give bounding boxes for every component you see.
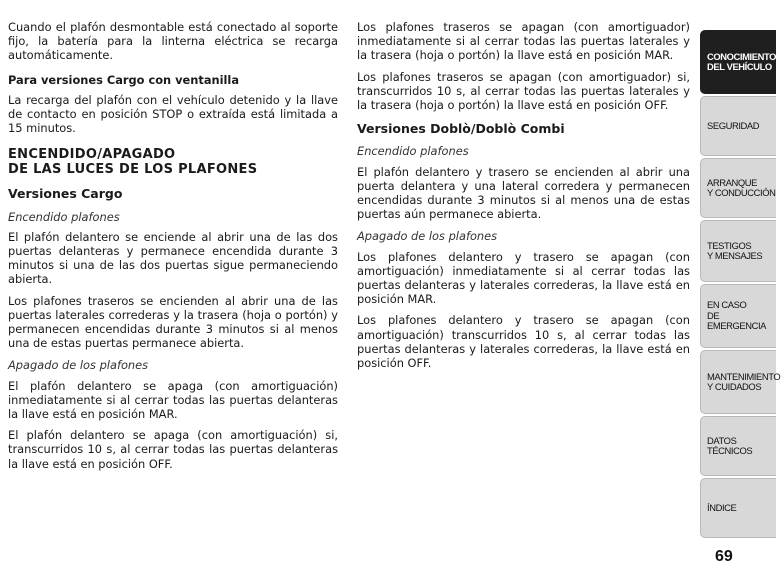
section-heading: Para versiones Cargo con ventanilla <box>8 72 240 87</box>
paragraph: El plafón delantero se apaga (con amortiguación) inmediatamente si al cerrar todas las puertas delanteras la llave está en posición MAR. <box>8 378 338 422</box>
main-heading-line-1: ENCENDIDO/APAGADO <box>8 147 176 163</box>
paragraph: El plafón delantero y trasero se encienden al abrir una puerta delantera y una lateral corredera y permanecen encendidas durante 3 minutos si al menos una de estas puertas aún permanece abierta. <box>357 164 690 222</box>
paragraph: El plafón delantero se apaga (con amortiguación) si, transcurridos 10 s, al cerrar todas las puertas delanteras la llave está en posición OFF. <box>8 428 338 471</box>
paragraph: Los plafones traseros se apagan (con amortiguador) si, transcurridos 10 s, al cerrar todas las puertas laterales y la trasera (hoja o portón) la llave está en posición OFF. <box>357 69 690 113</box>
paragraph: Los plafones delantero y trasero se apagan (con amortiguación) transcurridos 10 s, al cerrar todas las puertas delanteras y laterales correderas, la llave está en posición OFF. <box>357 313 690 371</box>
italic-heading: Apagado de los plafones <box>357 229 498 244</box>
main-heading <box>8 147 338 177</box>
tab-label: ÍNDICE <box>707 501 737 513</box>
tab-label: DATOS TÉCNICOS <box>707 434 753 456</box>
tab-label: Y CUIDADOS <box>707 381 762 392</box>
tab-label: EN CASO <box>707 299 747 311</box>
tab-label: TESTIGOS <box>707 239 752 251</box>
tab-testigos-mensajes[interactable] <box>700 220 776 282</box>
tab-indice[interactable] <box>700 478 776 538</box>
section-tabs <box>700 0 782 584</box>
tab-label: DEL VEHÍCULO <box>707 61 772 72</box>
subheading: Versiones Cargo <box>8 186 123 202</box>
italic-heading: Apagado de los plafones <box>8 358 149 373</box>
paragraph: Cuando el plafón desmontable está conectado al soporte fijo, la batería para la linterna eléctrica se recarga automáticamente. <box>8 20 338 63</box>
tab-mantenimiento-cuidados[interactable] <box>700 350 781 414</box>
tab-seguridad[interactable] <box>700 96 776 156</box>
main-heading-line-2: DE LAS LUCES DE LOS PLAFONES <box>8 162 258 178</box>
tab-label: Y CONDUCCIÓN <box>707 187 776 198</box>
tab-datos-tecnicos[interactable] <box>700 416 776 476</box>
tab-label: CONOCIMIENTO <box>707 50 776 62</box>
left-column <box>8 20 338 478</box>
tab-label: MANTENIMIENTO <box>707 370 781 382</box>
paragraph: Los plafones traseros se apagan (con amortiguador) inmediatamente si al cerrar todas las puertas laterales y la trasera (hoja o portón) la llave está en posición MAR. <box>357 20 690 63</box>
paragraph: El plafón delantero se enciende al abrir una de las dos puertas delanteras y permanece encendida durante 3 minutos si una de las dos puertas sigue permaneciendo abierta. <box>8 229 338 287</box>
tab-label: SEGURIDAD <box>707 119 760 131</box>
tab-label: DE EMERGENCIA <box>707 309 767 332</box>
paragraph: Los plafones traseros se encienden al abrir una de las puertas laterales correderas y la trasera (hoja o portón) y permanecen encendidas durante 3 minutos si al menos una de estas puertas permanece abierta. <box>8 293 338 351</box>
middle-column <box>357 20 690 377</box>
italic-heading: Encendido plafones <box>8 209 120 224</box>
tab-label: Y MENSAJES <box>707 250 763 261</box>
page-number: 69 <box>715 548 733 565</box>
paragraph: La recarga del plafón con el vehículo detenido y la llave de contacto en posición STOP o extraída está limitada a 15 minutos. <box>8 92 338 136</box>
tab-conocimiento-vehiculo[interactable] <box>700 30 776 94</box>
subheading: Versiones Doblò/Doblò Combi <box>357 121 565 137</box>
tab-label: ARRANQUE <box>707 176 757 188</box>
paragraph: Los plafones delantero y trasero se apagan (con amortiguación) inmediatamente si al cerrar todas las puertas delanteras y laterales correderas, la llave está en posición MAR. <box>357 249 690 307</box>
italic-heading: Encendido plafones <box>357 144 469 159</box>
tab-arranque-conduccion[interactable] <box>700 158 776 218</box>
tab-en-caso-emergencia[interactable] <box>700 284 776 348</box>
